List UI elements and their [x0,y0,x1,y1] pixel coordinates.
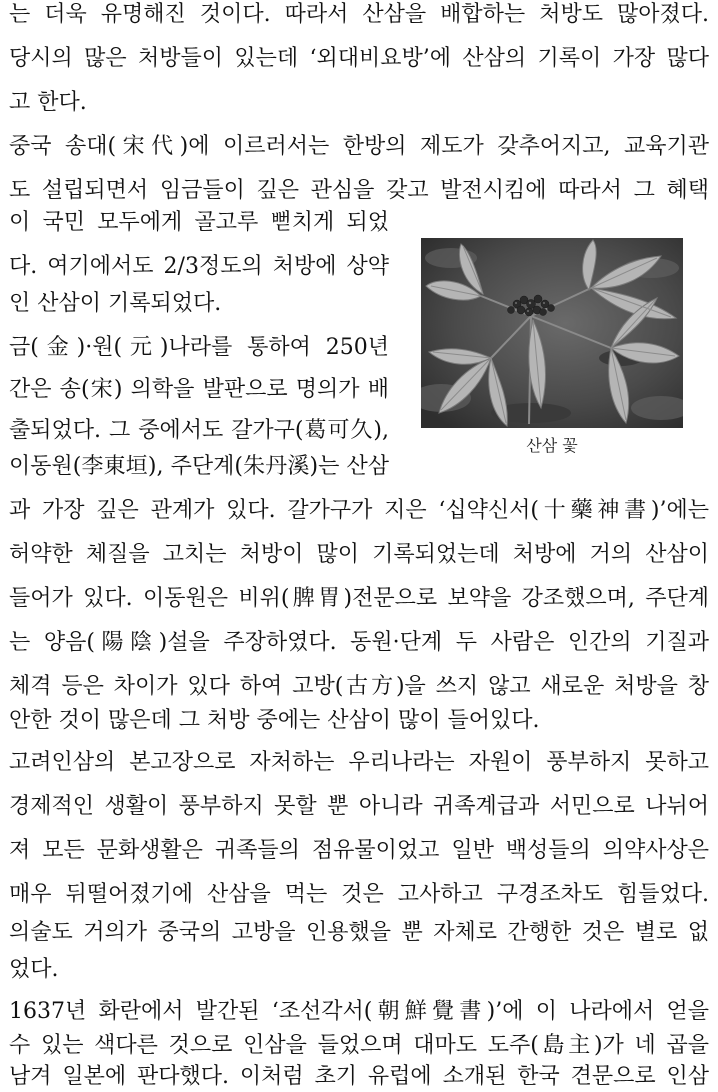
ginseng-plant-image [421,238,683,428]
text-line-13: 과 가장 깊은 관계가 있다. 갈가구가 지은 ‘십약신서(十藥神書)’에는 [9,498,709,523]
text-line-26: 수 있는 색다른 것으로 인삼을 들었으며 대마도 도주(島主)가 네 곱을 [9,1033,709,1058]
text-line-21: 져 모든 문화생활은 귀족들의 점유물이었고 일반 백성들의 의약사상은 [9,838,709,863]
text-line-2: 당시의 많은 처방들이 있는데 ‘외대비요방’에 산삼의 기록이 가장 많다 [9,46,709,71]
text-line-18: 안한 것이 많은데 그 처방 중에는 산삼이 많이 들어있다. [9,708,540,733]
text-line-25: 1637년 화란에서 발간된 ‘조선각서(朝鮮覺書)’에 이 나라에서 얻을 [9,999,709,1024]
text-line-19: 고려인삼의 본고장으로 자처하는 우리나라는 자원이 풍부하지 못하고 [9,750,709,775]
ginseng-photo [421,238,683,428]
text-line-22: 매우 뒤떨어졌기에 산삼을 먹는 것은 고사하고 구경조차도 힘들었다. [9,882,709,907]
text-line-14: 허약한 체질을 고치는 처방이 많이 기록되었는데 처방에 거의 산삼이 [9,542,709,567]
text-line-16: 는 양음(陽陰)설을 주장하였다. 동원·단계 두 사람은 인간의 기질과 [9,630,709,655]
text-line-3: 고 한다. [9,90,87,115]
text-line-7: 다. 여기에서도 2/3정도의 처방에 상약 [9,254,389,279]
text-line-20: 경제적인 생활이 풍부하지 못할 뿐 아니라 귀족계급과 서민으로 나뉘어 [9,794,709,819]
text-line-15: 들어가 있다. 이동원은 비위(脾胃)전문으로 보약을 강조했으며, 주단계 [9,586,709,611]
text-line-17: 체격 등은 차이가 있다 하여 고방(古方)을 쓰지 않고 새로운 처방을 창 [9,674,709,699]
text-line-11: 출되었다. 그 중에서도 갈가구(葛可久), [9,418,389,443]
text-line-24: 었다. [9,957,59,982]
figure-caption: 산삼 꽃 [526,436,578,455]
text-line-9: 금(金)·원(元)나라를 통하여 250년 [9,335,389,360]
text-line-27: 남겨 일본에 판다했다. 이처럼 초기 유럽에 소개된 한국 견문으로 인삼 [9,1064,709,1089]
text-line-8: 인 산삼이 기록되었다. [9,291,222,316]
text-line-10: 간은 송(宋) 의학을 발판으로 명의가 배 [9,377,389,402]
text-line-5: 도 설립되면서 임금들이 깊은 관심을 갖고 발전시킴에 따라서 그 혜택 [9,178,709,203]
text-line-23: 의술도 거의가 중국의 고방을 인용했을 뿐 자체로 간행한 것은 별로 없 [9,920,709,945]
text-line-12: 이동원(李東垣), 주단계(朱丹溪)는 산삼 [9,454,389,479]
text-line-4: 중국 송대(宋代)에 이르러서는 한방의 제도가 갖추어지고, 교육기관 [9,134,709,159]
text-line-1: 는 더욱 유명해진 것이다. 따라서 산삼을 배합하는 처방도 많아졌다. [9,2,709,27]
text-line-6: 이 국민 모두에게 골고루 뻗치게 되었 [9,210,389,235]
